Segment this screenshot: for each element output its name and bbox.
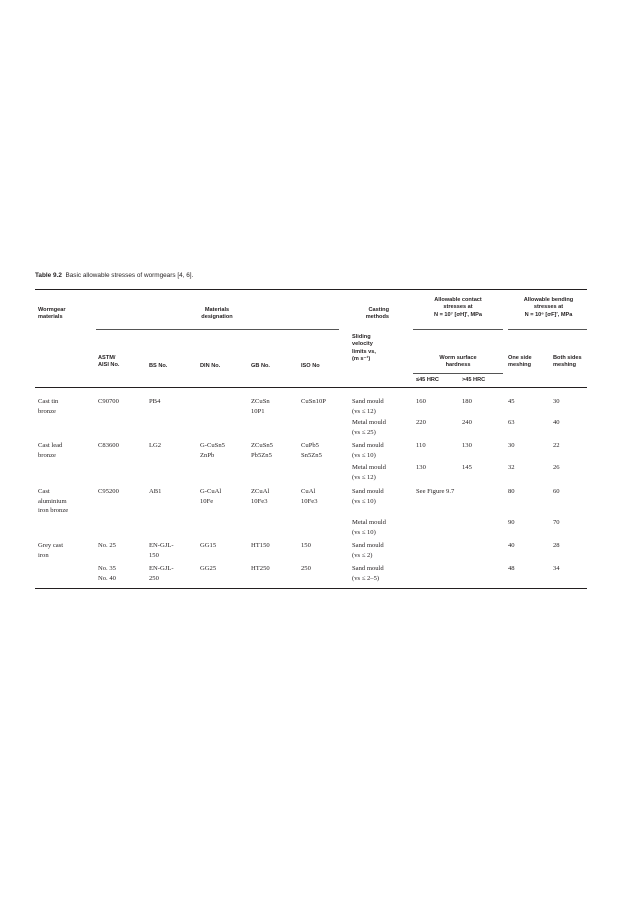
cell-bend-both: 26 [553,464,560,471]
cell-bend-one: 80 [508,488,515,495]
cell-bend-both: 60 [553,488,560,495]
cell-din: GG25 [200,565,217,572]
header-materials-designation: Materials designation [201,307,233,321]
header-din: DIN No. [200,363,221,369]
cell-contact-le45: See Figure 9.7 [416,488,455,495]
cell-contact-gt45: 180 [462,398,472,405]
cell-bend-both: 70 [553,519,560,526]
cell-contact-le45: 130 [416,464,426,471]
cell-bend-both: 28 [553,542,560,549]
cell-material: Cast aluminium iron bronze [38,488,69,514]
header-sliding-velocity: Sliding velocity limits vs, (m s⁻¹) [352,334,376,362]
cell-bend-one: 32 [508,464,515,471]
cell-astm: C90700 [98,398,119,405]
header-casting-methods: Casting methods [365,307,389,321]
cell-material: Cast lead bronze [38,442,63,459]
header-allowable-contact: Allowable contact stresses at N = 10⁷ [σH]′, MPa [433,297,483,318]
header-wormgear-materials: Wormgear materials [38,307,66,321]
cell-din: GG15 [200,542,217,549]
cell-bs: LG2 [149,442,162,449]
cell-iso: 150 [301,542,311,549]
cell-casting: Sand mould (vs ≤ 12) [352,398,384,415]
header-both-sides: Both sides meshing [553,355,582,369]
designation-rule [96,329,339,330]
table-top-rule [35,289,587,290]
cell-gb: HT250 [251,565,270,572]
cell-bend-both: 22 [553,442,560,449]
cell-din: G-CuAl 10Fe [200,488,222,505]
cell-gb: ZCuSn 10P1 [251,398,270,415]
cell-casting: Sand mould (vs ≤ 2) [352,542,384,559]
cell-bs: EN-GJL- 250 [149,565,174,582]
cell-bend-one: 63 [508,419,515,426]
cell-bend-one: 40 [508,542,515,549]
cell-casting: Sand mould (vs ≤ 10) [352,488,384,505]
hardness-rule [413,373,503,374]
cell-contact-gt45: 130 [462,442,472,449]
cell-contact-gt45: 145 [462,464,472,471]
cell-material: Cast tin bronze [38,398,59,415]
cell-bend-one: 30 [508,442,515,449]
header-bs: BS No. [149,363,168,369]
cell-astm: No. 35 No. 40 [98,565,116,582]
cell-iso: CuSn10P [301,398,326,405]
cell-casting: Metal mould (vs ≤ 12) [352,464,386,481]
cell-casting: Metal mould (vs ≤ 10) [352,519,386,536]
table-caption [35,272,193,279]
cell-contact-le45: 160 [416,398,426,405]
header-one-side: One side meshing [508,355,532,369]
cell-bend-both: 40 [553,419,560,426]
header-astm: ASTM/ AISI No. [98,355,120,369]
cell-astm: No. 25 [98,542,116,549]
header-bottom-rule [35,387,587,388]
cell-bs: PB4 [149,398,161,405]
cell-casting: Sand mould (vs ≤ 10) [352,442,384,459]
header-worm-surface-hardness: Worm surface hardness [439,355,477,369]
cell-din: G-CuSn5 ZnPb [200,442,225,459]
cell-bend-both: 30 [553,398,560,405]
table-label: Table 9.2 [35,272,62,279]
cell-astm: C83600 [98,442,119,449]
cell-gb: ZCuSn5 Pb5Zn5 [251,442,273,459]
cell-iso: CuAl 10Fe3 [301,488,318,505]
cell-bend-both: 34 [553,565,560,572]
cell-bs: EN-GJL- 150 [149,542,174,559]
bending-rule [508,329,587,330]
cell-contact-gt45: 240 [462,419,472,426]
cell-casting: Metal mould (vs ≤ 25) [352,419,386,436]
cell-bs: AB1 [149,488,162,495]
cell-gb: ZCuAl 10Fe3 [251,488,270,505]
table-title: Basic allowable stresses of wormgears [4, 6]. [65,272,194,279]
header-gb: GB No. [251,363,270,369]
cell-astm: C95200 [98,488,119,495]
cell-gb: HT150 [251,542,270,549]
cell-iso: CuPb5 Sn5Zn5 [301,442,322,459]
header-gt45: >45 HRC [462,377,486,383]
cell-bend-one: 90 [508,519,515,526]
table-bottom-rule [35,588,587,589]
cell-contact-le45: 110 [416,442,426,449]
cell-iso: 250 [301,565,311,572]
cell-casting: Sand mould (vs ≤ 2–5) [352,565,384,582]
cell-material: Grey cast iron [38,542,64,559]
cell-bend-one: 45 [508,398,515,405]
header-allowable-bending: Allowable bending stresses at N = 10⁶ [σF]′, MPa [523,297,574,318]
cell-contact-le45: 220 [416,419,426,426]
header-le45: ≤45 HRC [416,377,439,383]
cell-bend-one: 48 [508,565,515,572]
header-iso: ISO No [301,363,320,369]
contact-rule [413,329,503,330]
